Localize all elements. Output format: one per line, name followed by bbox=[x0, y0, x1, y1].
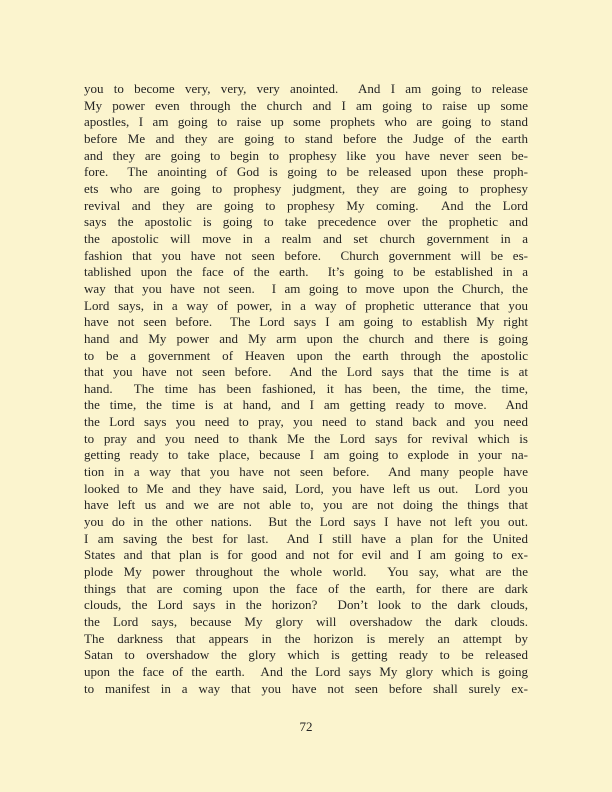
text-line: States and that plan is for good and not for evil and I am going to ex- bbox=[84, 547, 528, 563]
text-line: to manifest in a way that you have not seen before shall surely ex- bbox=[84, 680, 528, 696]
body-text-block bbox=[84, 81, 528, 697]
text-line: things that are coming upon the face of the earth, for there are dark bbox=[84, 580, 528, 596]
text-line: before Me and they are going to stand before the Judge of the earth bbox=[84, 130, 528, 146]
text-line: hand and My power and My arm upon the church and there is going bbox=[84, 330, 528, 346]
text-line: says the apostolic is going to take precedence over the prophetic and bbox=[84, 214, 528, 230]
text-line: have not seen before. The Lord says I am going to establish My right bbox=[84, 314, 528, 330]
text-line: the Lord says you need to pray, you need to stand back and you need bbox=[84, 414, 528, 430]
text-line: My power even through the church and I am going to raise up some bbox=[84, 97, 528, 113]
text-line: you do in the other nations. But the Lord says I have not left you out. bbox=[84, 514, 528, 530]
text-line: the time, the time is at hand, and I am getting ready to move. And bbox=[84, 397, 528, 413]
text-line: you to become very, very, very anointed. And I am going to release bbox=[84, 81, 528, 96]
text-line: the Lord says, because My glory will overshadow the dark clouds. bbox=[84, 614, 528, 629]
text-line: fore. The anointing of God is going to be released upon these proph- bbox=[84, 164, 528, 180]
text-line: The darkness that appears in the horizon is merely an attempt by bbox=[84, 630, 528, 646]
text-line: Satan to overshadow the glory which is getting ready to be released bbox=[84, 647, 528, 663]
text-line: the apostolic will move in a realm and set church government in a bbox=[84, 230, 528, 246]
text-line: hand. The time has been fashioned, it has been, the time, the time, bbox=[84, 380, 528, 396]
text-line: and they are going to begin to prophesy like you have never seen be- bbox=[84, 147, 528, 163]
text-line: ets who are going to prophesy judgment, they are going to prophesy bbox=[84, 180, 528, 196]
text-line: Lord says, in a way of power, in a way of prophetic utterance that you bbox=[84, 297, 528, 313]
text-line: plode My power throughout the whole world. You say, what are the bbox=[84, 564, 528, 580]
text-line: fashion that you have not seen before. Church government will be es- bbox=[84, 247, 528, 263]
text-line: way that you have not seen. I am going to move upon the Church, the bbox=[84, 280, 528, 296]
text-line: to be a government of Heaven upon the earth through the apostolic bbox=[84, 347, 528, 363]
text-line: to pray and you need to thank Me the Lord says for revival which is bbox=[84, 430, 528, 446]
text-line: that you have not seen before. And the Lord says that the time is at bbox=[84, 364, 528, 380]
text-line: revival and they are going to prophesy My coming. And the Lord bbox=[84, 197, 528, 213]
text-line: tion in a way that you have not seen before. And many people have bbox=[84, 464, 528, 480]
text-line: clouds, the Lord says in the horizon? Don’t look to the dark clouds, bbox=[84, 597, 528, 613]
text-line: apostles, I am going to raise up some prophets who are going to stand bbox=[84, 114, 528, 130]
text-line: I am saving the best for last. And I still have a plan for the United bbox=[84, 530, 528, 546]
text-line: tablished upon the face of the earth. It’s going to be established in a bbox=[84, 264, 528, 280]
text-line: have left us and we are not able to, you are not doing the things that bbox=[84, 497, 528, 513]
text-line: looked to Me and they have said, Lord, you have left us out. Lord you bbox=[84, 480, 528, 496]
text-line: upon the face of the earth. And the Lord says My glory which is going bbox=[84, 663, 528, 679]
page-number: 72 bbox=[299, 719, 313, 734]
text-line: getting ready to take place, because I am going to explode in your na- bbox=[84, 447, 528, 463]
